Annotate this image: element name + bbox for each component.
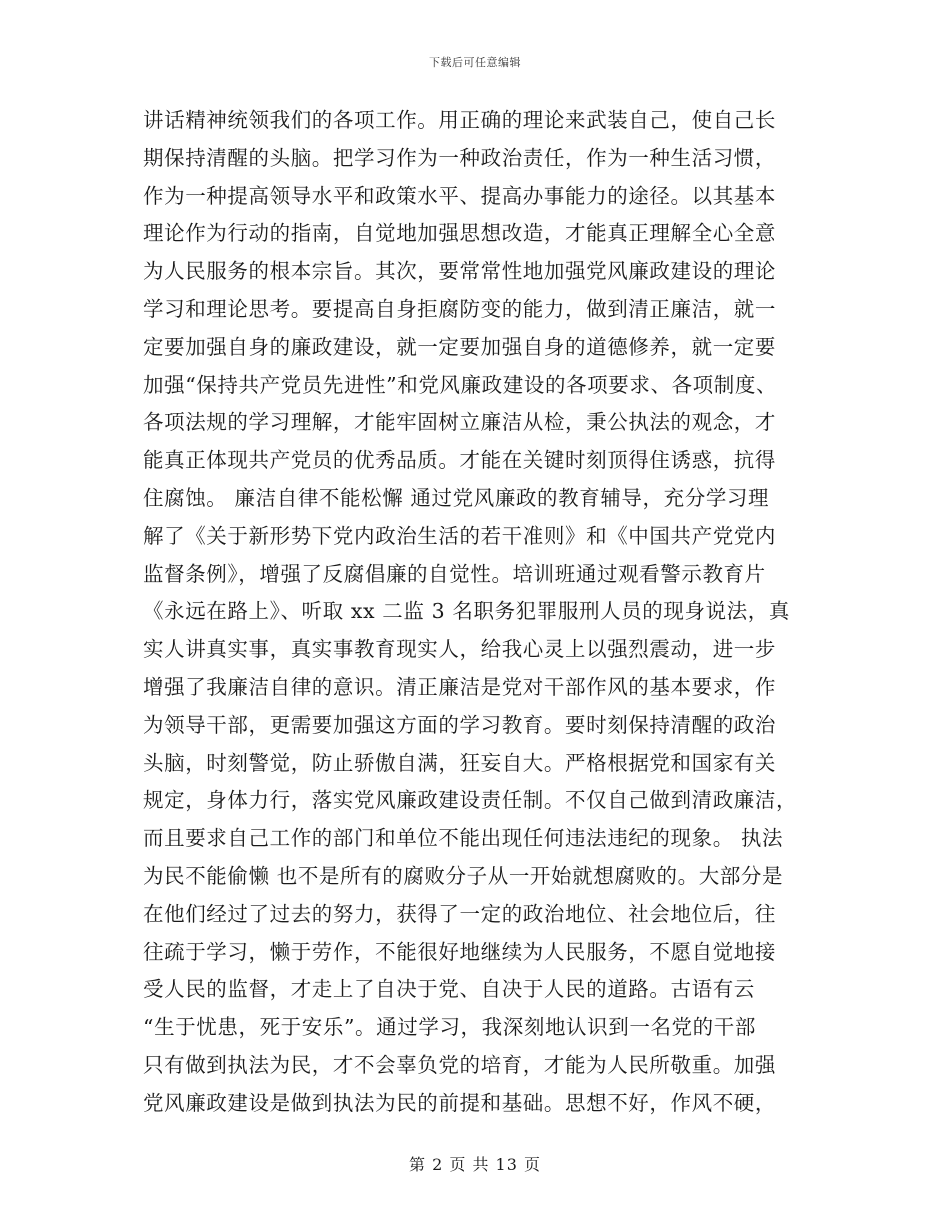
text-line: 为领导干部，更需要加强这方面的学习教育。要时刻保持清醒的政治 <box>143 712 776 737</box>
text-line: 监督条例》，增强了反腐倡廉的自觉性。培训班通过观看警示教育片 <box>143 561 766 586</box>
page-header: 下载后可任意编辑 <box>429 56 521 69</box>
text-line: 党风廉政建设是做到执法为民的前提和基础。思想不好，作风不硬， <box>143 1090 776 1115</box>
text-line: 为民不能偷懒 也不是所有的腐败分子从一开始就想腐败的。大部分是 <box>143 863 784 888</box>
text-line: 理论作为行动的指南，自觉地加强思想改造，才能真正理解全心全意 <box>143 221 776 246</box>
text-line: 《永远在路上》、听取 xx 二监 3 名职务犯罪服刑人员的现身说法，真 <box>143 599 790 624</box>
text-line: 住腐蚀。 廉洁自律不能松懈 通过党风廉政的教育辅导，充分学习理 <box>143 485 770 510</box>
text-line: 能真正体现共产党员的优秀品质。才能在关键时刻顶得住诱惑，抗得 <box>143 448 776 473</box>
text-line: 只有做到执法为民，才不会辜负党的培育，才能为人民所敬重。加强 <box>143 1052 776 1077</box>
text-line: 在他们经过了过去的努力，获得了一定的政治地位、社会地位后，往 <box>143 901 776 926</box>
text-line: “生于忧患，死于安乐”。通过学习，我深刻地认识到一名党的干部 <box>143 1015 756 1040</box>
text-line: 作为一种提高领导水平和政策水平、提高办事能力的途径。以其基本 <box>143 183 776 208</box>
text-line: 讲话精神统领我们的各项工作。用正确的理论来武装自己，使自己长 <box>143 108 776 132</box>
text-line: 各项法规的学习理解，才能牢固树立廉洁从检，秉公执法的观念，才 <box>143 410 776 435</box>
text-line: 而且要求自己工作的部门和单位不能出现任何违法违纪的现象。 执法 <box>143 826 784 851</box>
text-line: 实人讲真实事，真实事教育现实人，给我心灵上以强烈震动，进一步 <box>143 637 776 662</box>
text-line: 为人民服务的根本宗旨。其次，要常常性地加强党风廉政建设的理论 <box>143 259 776 284</box>
text-line: 增强了我廉洁自律的意识。清正廉洁是党对干部作风的基本要求，作 <box>143 674 776 699</box>
text-line: 往疏于学习，懒于劳作，不能很好地继续为人民服务，不愿自觉地接 <box>143 939 776 964</box>
text-line: 期保持清醒的头脑。把学习作为一种政治责任，作为一种生活习惯， <box>143 145 776 170</box>
text-line: 学习和理论思考。要提高自身拒腐防变的能力，做到清正廉洁，就一 <box>143 296 776 321</box>
page-number: 第 2 页 共 13 页 <box>409 1155 541 1174</box>
text-line: 头脑，时刻警觉，防止骄傲自满，狂妄自大。严格根据党和国家有关 <box>143 750 776 775</box>
text-line: 定要加强自身的廉政建设，就一定要加强自身的道德修养，就一定要 <box>143 334 776 359</box>
text-line: 规定，身体力行，落实党风廉政建设责任制。不仅自己做到清政廉洁， <box>143 788 798 813</box>
text-line: 加强“保持共产党员先进性”和党风廉政建设的各项要求、各项制度、 <box>143 372 778 397</box>
text-line: 解了《关于新形势下党内政治生活的若干准则》和《中国共产党党内 <box>143 523 776 548</box>
text-line: 受人民的监督，才走上了自决于党、自决于人民的道路。古语有云 <box>143 977 755 1002</box>
document-body <box>143 102 813 1123</box>
